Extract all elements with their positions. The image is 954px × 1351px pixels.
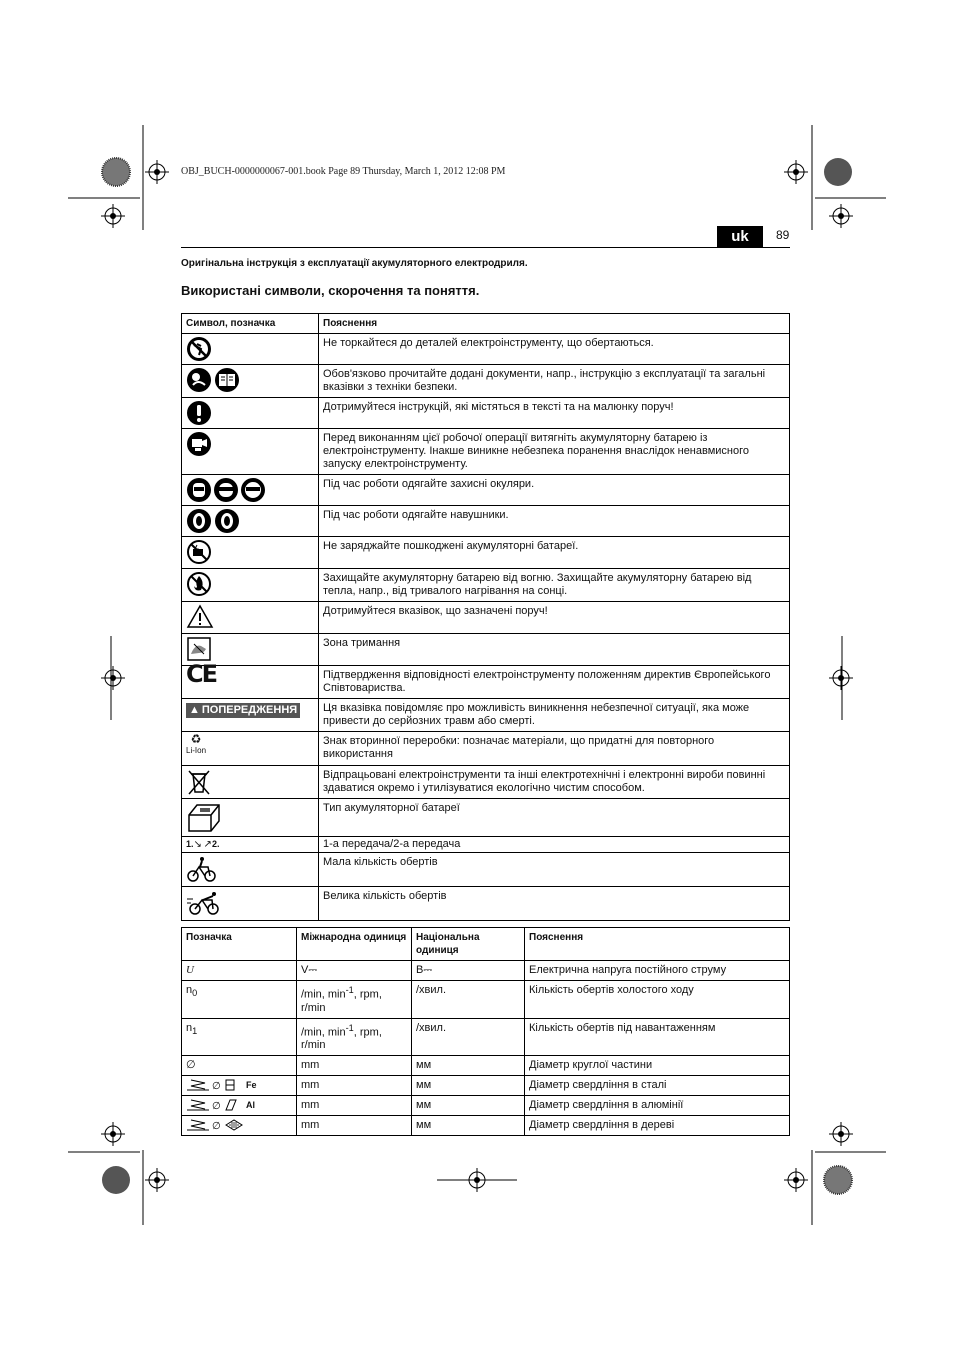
- table-row: [182, 853, 790, 887]
- gear-select-icon: 1.↘ ↗2.: [186, 839, 220, 850]
- row-text: Перед виконанням цієї робочої операції витягніть акумуляторну батарею із електроінструменту. Інакше виникне небезпека поранення внаслідок ненавмисного запуску електроінструменту.: [319, 429, 790, 475]
- header-symbol: Символ, позначка: [182, 314, 319, 334]
- warning-triangle-icon: [186, 604, 214, 630]
- remove-battery-icon: [186, 431, 212, 457]
- cell-explanation: Діаметр свердління в алюмінії: [525, 1096, 790, 1116]
- cell-intl: mm: [297, 1116, 412, 1136]
- drill-bit-aluminium-icon: [186, 1097, 246, 1113]
- drill-bit-wood-icon: [186, 1117, 258, 1133]
- cell-intl: mm: [297, 1056, 412, 1076]
- header-designation: Позначка: [182, 928, 297, 961]
- row-text: Мала кількість обертів: [319, 853, 790, 887]
- row-text: Тип акумуляторної батареї: [319, 799, 790, 837]
- row-text: 1-а передача/2-а передача: [319, 837, 790, 853]
- cell-national: мм: [412, 1056, 525, 1076]
- row-text: Дотримуйтеся вказівок, що зазначені поруч!: [319, 602, 790, 634]
- table-row: [182, 334, 790, 365]
- table-row: [182, 766, 790, 799]
- row-text: Під час роботи одягайте захисні окуляри.: [319, 475, 790, 506]
- battery-pack-icon: [186, 801, 222, 833]
- language-badge: uk: [717, 226, 763, 247]
- cell-symbol: ∅: [182, 1056, 297, 1076]
- row-text: Ця вказівка повідомляє про можливість виникнення небезпечної ситуації, яка може привести до серйозних травм або смерті.: [319, 699, 790, 732]
- cell-intl: mm: [297, 1096, 412, 1116]
- symbols-table-header: [182, 314, 790, 334]
- cell-intl: V⎓: [297, 961, 412, 981]
- drill-bit-steel-icon: [186, 1077, 246, 1093]
- cell-national: мм: [412, 1096, 525, 1116]
- header-rule: [181, 247, 790, 248]
- recycle-liion-icon: ♻ Li-Ion: [186, 732, 207, 755]
- row-text: Відпрацьовані електроінструменти та інші електротехнічні і електронні вироби повинні здаватися окремо і утилізуватися екологічно чистим способом.: [319, 766, 790, 799]
- table-row: [182, 961, 790, 981]
- header-intl-unit: Міжнародна одиниця: [297, 928, 412, 961]
- cell-explanation: Діаметр свердління в дереві: [525, 1116, 790, 1136]
- cell-symbol: U: [186, 964, 194, 976]
- bicycle-fast-icon: [186, 889, 222, 917]
- table-row: [182, 398, 790, 429]
- section-title: Використані символи, скорочення та поняття.: [181, 283, 480, 298]
- row-text: Дотримуйтеся інструкцій, які містяться в тексті та на малюнку поруч!: [319, 398, 790, 429]
- row-text: Підтвердження відповідності електроінструменту положенням директив Європейського Співтовариства.: [319, 666, 790, 699]
- print-header: OBJ_BUCH-0000000067-001.book Page 89 Thursday, March 1, 2012 12:08 PM: [181, 166, 506, 177]
- table-row: [182, 569, 790, 602]
- table-row: $n_0$ /min, $\min^{-1}$, rpm, r/min /хвил. Кількість обертів холостого ходу: [182, 981, 790, 1019]
- table-row: [182, 887, 790, 921]
- cell-national: /хвил.: [412, 1018, 525, 1056]
- row-text: Велика кількість обертів: [319, 887, 790, 921]
- cell-intl: mm: [297, 1076, 412, 1096]
- cell-national: /хвил.: [412, 981, 525, 1019]
- cell-explanation: Діаметр круглої частини: [525, 1056, 790, 1076]
- warning-label: ▲ ПОПЕРЕДЖЕННЯ: [186, 703, 300, 718]
- table-row: [182, 429, 790, 475]
- table-row: [182, 837, 790, 853]
- table-row: [182, 634, 790, 666]
- cell-explanation: Діаметр свердління в сталі: [525, 1076, 790, 1096]
- svg-text:∅: ∅: [212, 1101, 221, 1113]
- row-text: Не заряджайте пошкоджені акумуляторні батареї.: [319, 537, 790, 569]
- table-row: [182, 666, 790, 699]
- grip-zone-icon: [186, 636, 212, 662]
- cell-national: мм: [412, 1116, 525, 1136]
- header-explanation: Пояснення: [525, 928, 790, 961]
- symbols-table: [181, 313, 790, 921]
- crossed-bin-icon: [186, 768, 212, 796]
- units-table: [181, 927, 790, 1136]
- table-row: ∅ Al mm мм Діаметр свердління в алюмінії: [182, 1096, 790, 1116]
- ce-mark-icon: CE: [186, 660, 217, 688]
- table-row: ∅ Fe mm мм Діаметр свердління в сталі: [182, 1076, 790, 1096]
- row-text: Не торкайтеся до деталей електроінструменту, що обертаються.: [319, 334, 790, 365]
- cell-explanation: Електрична напруга постійного струму: [525, 961, 790, 981]
- units-table-header: [182, 928, 790, 961]
- read-manual-icon: [186, 367, 242, 393]
- row-text: Захищайте акумуляторну батарею від вогню. Захищайте акумуляторну батарею від тепла, напр., від тривалого нагрівання на сонці.: [319, 569, 790, 602]
- no-touch-rotating-icon: [186, 336, 212, 362]
- warning-triangle-icon: ▲: [189, 704, 200, 716]
- table-row: $n_1$ /min, $\min^{-1}$, rpm, r/min /хвил. Кількість обертів під навантаженням: [182, 1018, 790, 1056]
- cell-explanation: Кількість обертів під навантаженням: [525, 1018, 790, 1056]
- table-row: [182, 506, 790, 537]
- exclamation-icon: [186, 400, 212, 426]
- ear-protection-icon: [186, 508, 242, 534]
- svg-text:∅: ∅: [212, 1081, 221, 1093]
- row-text: Зона тримання: [319, 634, 790, 666]
- table-row: [182, 365, 790, 398]
- bicycle-slow-icon: [186, 855, 218, 883]
- table-row: [182, 475, 790, 506]
- cell-symbol: n: [186, 1021, 193, 1034]
- table-row: [182, 732, 790, 766]
- cell-symbol: n: [186, 984, 193, 996]
- row-text: Знак вторинної переробки: позначає матеріали, що придатні для повторного використання: [319, 732, 790, 766]
- safety-goggles-icon: [186, 477, 266, 503]
- table-row: [182, 799, 790, 837]
- page-number: 89: [776, 228, 790, 242]
- row-text: Під час роботи одягайте навушники.: [319, 506, 790, 537]
- table-row: [182, 537, 790, 569]
- row-text: Обов'язково прочитайте додані документи, напр., інструкцію з експлуатації та загальні вказівки з техніки безпеки.: [319, 365, 790, 398]
- cell-national: В⎓: [412, 961, 525, 981]
- header-explanation: Пояснення: [319, 314, 790, 334]
- no-charge-damaged-battery-icon: [186, 539, 212, 565]
- table-row: [182, 1056, 790, 1076]
- svg-text:∅: ∅: [212, 1121, 221, 1133]
- header-national-unit: Національна одиниця: [412, 928, 525, 961]
- no-fire-icon: [186, 571, 212, 597]
- table-row: [182, 602, 790, 634]
- table-row: [182, 699, 790, 732]
- table-row: [182, 1116, 790, 1136]
- cell-explanation: Кількість обертів холостого ходу: [525, 981, 790, 1019]
- cell-national: мм: [412, 1076, 525, 1096]
- document-subtitle: Оригінальна інструкція з експлуатації акумуляторного електродриля.: [181, 258, 528, 269]
